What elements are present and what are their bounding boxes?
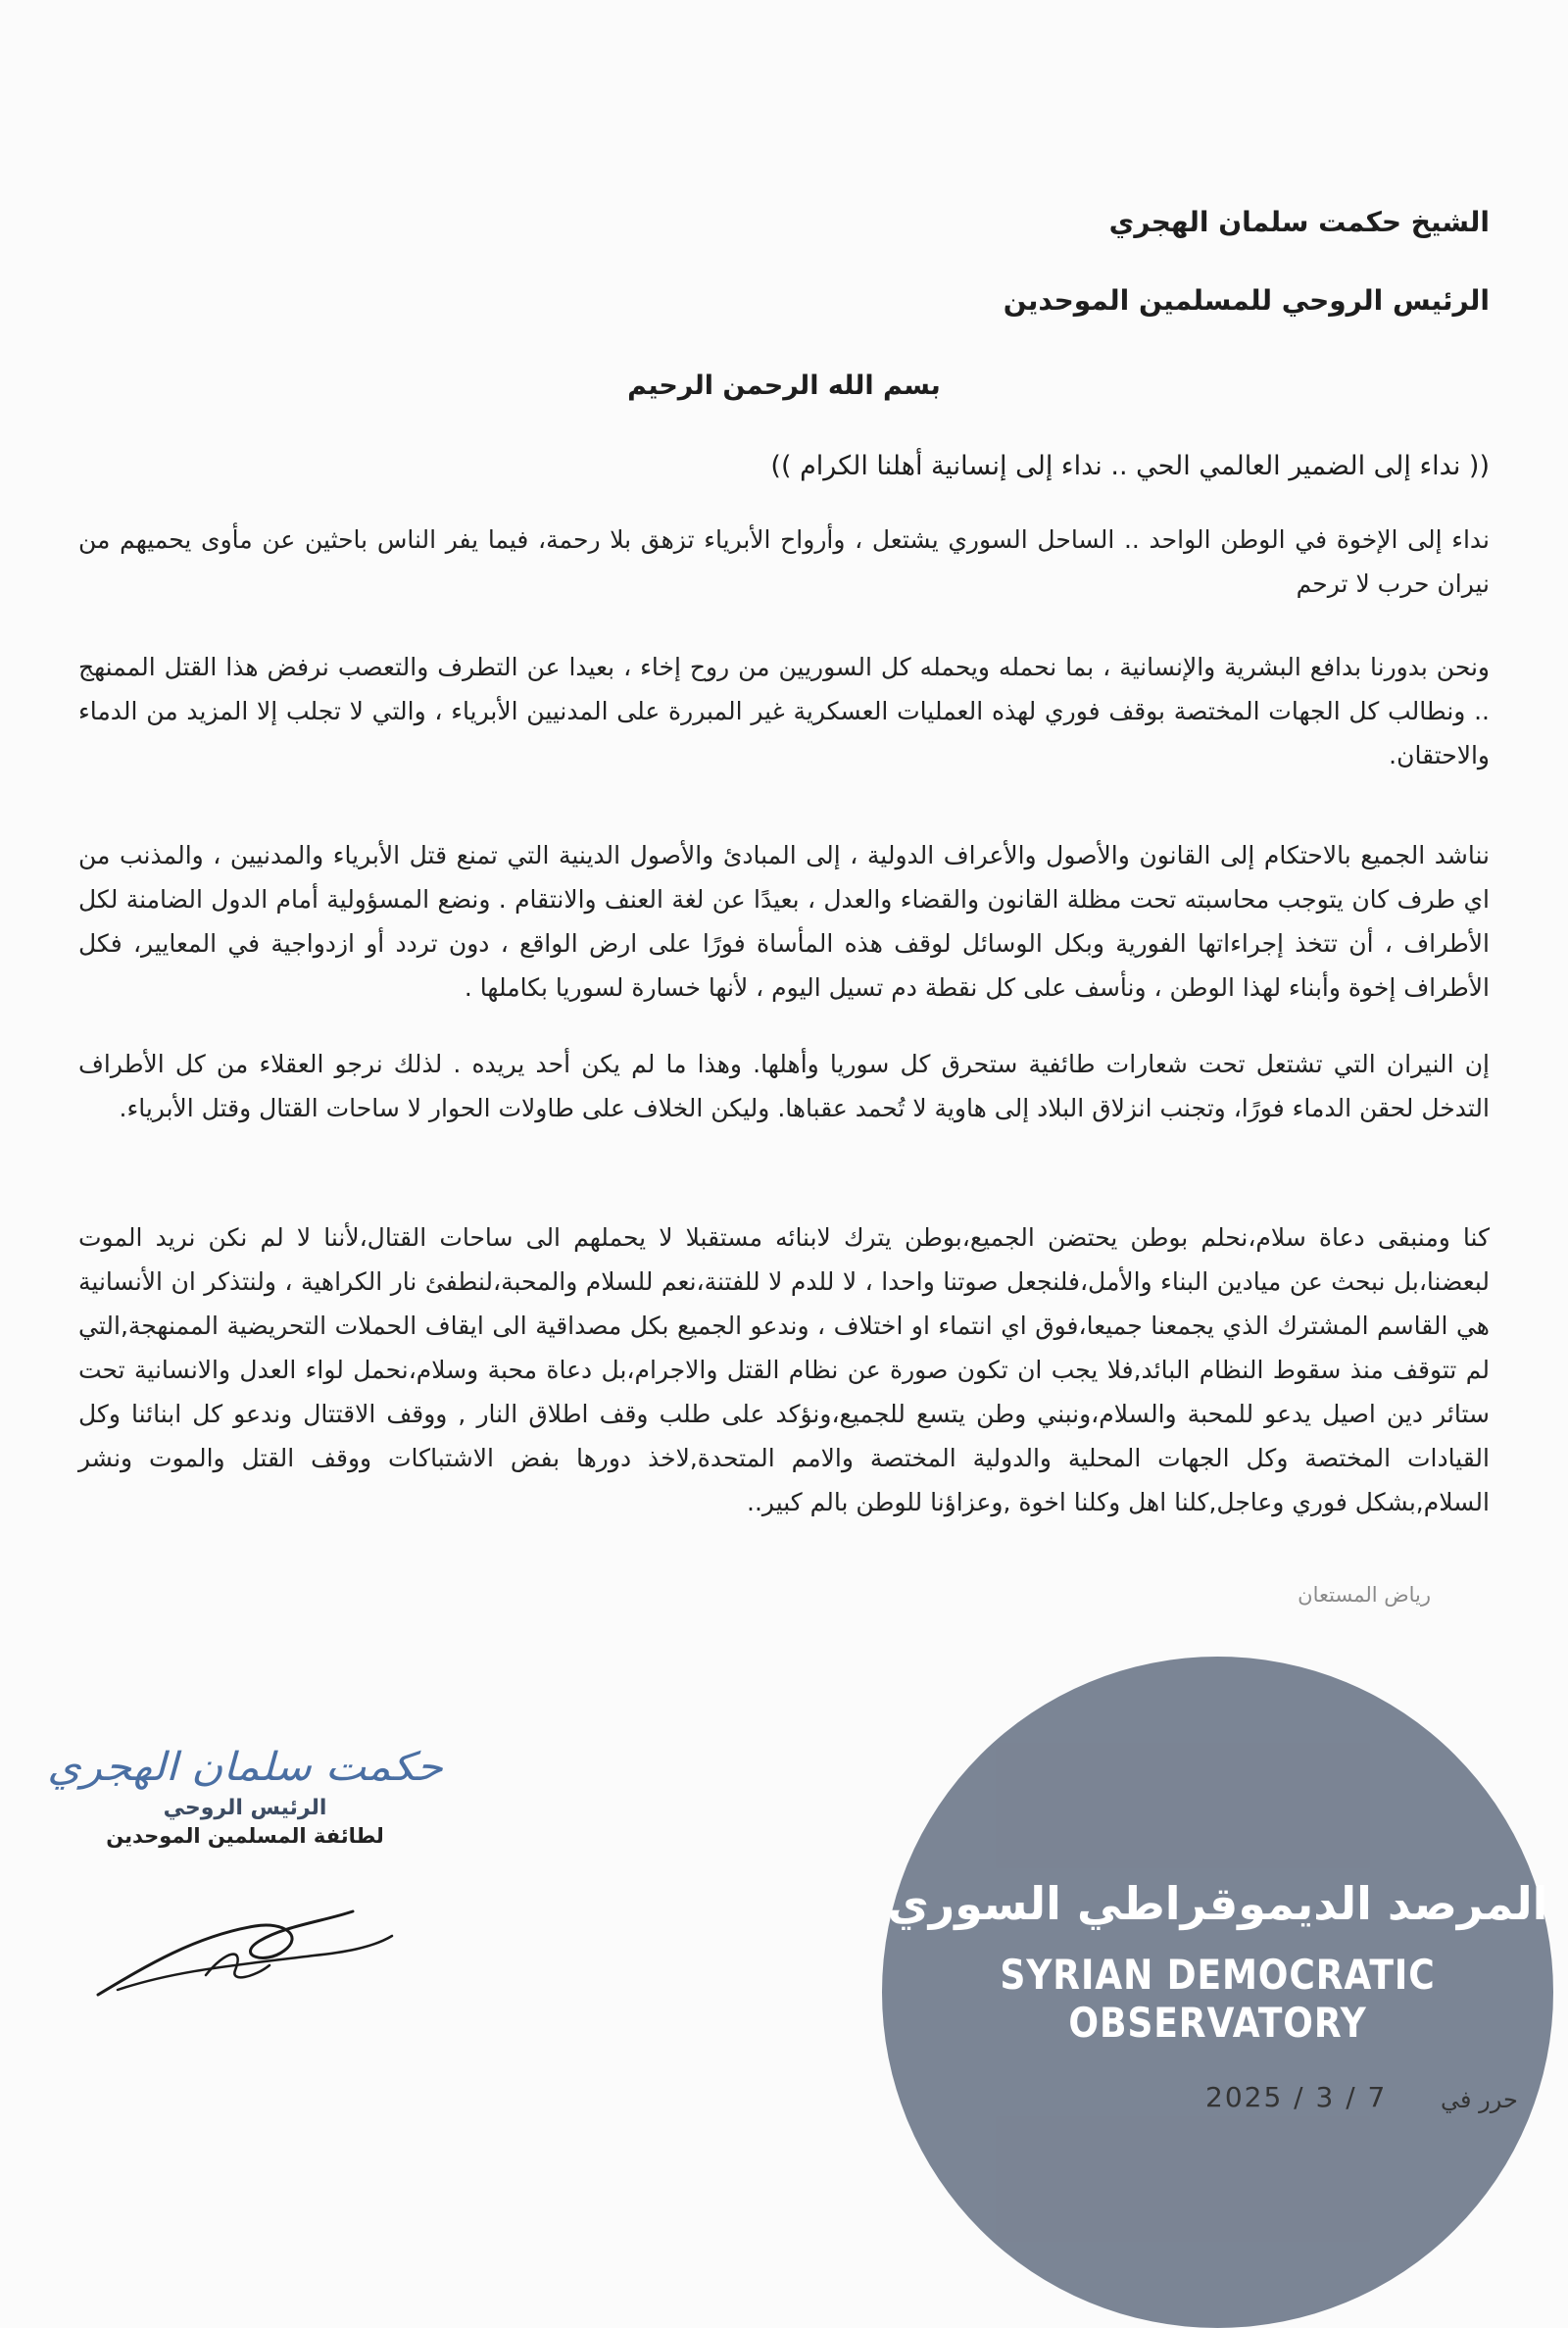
body-paragraph: نداء إلى الإخوة في الوطن الواحد .. الساحل السوري يشتعل ، وأرواح الأبرياء تزهق بلا رحمة، فيما يفر الناس باحثين عن مأوى يحميهم من نيران حرب لا ترحم <box>78 525 1490 598</box>
watermark-arabic: المرصد الديموقراطي السوري <box>887 1877 1548 1930</box>
signature-block <box>39 1745 451 1848</box>
handwritten-signature <box>88 1897 402 2014</box>
body-paragraph: ونحن بدورنا بدافع البشرية والإنسانية ، بما نحمله ويحمله كل السوريين من روح إخاء ، بعيدا عن التطرف والتعصب نرفض هذا القتل الممنهج .. ونطالب كل الجهات المختصة بوقف فوري لهذه العمليات العسكرية غير المبررة على المدنيين الأبرياء ، والتي لا تجلب إلا المزيد من الدماء والاحتقان. <box>78 653 1490 769</box>
signature-name-stamp: حكمت سلمان الهجري <box>47 1745 443 1790</box>
signature-role: الرئيس الروحي <box>163 1796 327 1820</box>
closing-phrase: رياض المستعان <box>1298 1583 1431 1607</box>
appeal-heading: (( نداء إلى الضمير العالمي الحي .. نداء إلى إنسانية أهلنا الكرام )) <box>770 451 1490 481</box>
body-paragraph: كنا ومنبقى دعاة سلام،نحلم بوطن يحتضن الجميع،بوطن يترك لابنائه مستقبلا لا يحملهم الى ساحات القتال،لأننا لا لم نكن نريد الموت لبعضنا،بل نبحث عن ميادين البناء والأمل،فلنجعل صوتنا واحدا ، لا للدم لا للفتنة،نعم للسلام والمحبة،لنطفئ نار الكراهية ، ولنتذكر ان الأنسانية هي القاسم المشترك الذي يجمعنا جميعا،فوق اي انتماء او اختلاف ، وندعو الجميع بكل مصداقية الى ايقاف الحملات التحريضية الممنهجة,التي لم تتوقف منذ سقوط النظام البائد,فلا يجب ان تكون صورة عن نظام القتل والاجرام،بل دعاة محبة وسلام،نحمل لواء العدل والانسانية تحت ستائر دين اصيل يدعو للمحبة والسلام،ونبني وطن يتسع للجميع،ونؤكد على طلب وقف اطلاق النار , ووقف الاقتتال وندعو كل ابنائنا وكل القيادات المختصة وكل الجهات المحلية والدولية المختصة والامم المتحدة,لاخذ دورها بفض الاشتباكات ووقف القتل والموت ونشر السلام,بشكل فوري وعاجل,كلنا اهل وكلنا اخوة ,وعزاؤنا للوطن بالم كبير.. <box>78 1223 1490 1516</box>
date-prefix: حرر في <box>1441 2086 1518 2113</box>
body-paragraph: نناشد الجميع بالاحتكام إلى القانون والأصول والأعراف الدولية ، إلى المبادئ والأصول الدينية التي تمنع قتل الأبرياء والمدنيين ، والمذنب من اي طرف كان يتوجب محاسبته تحت مظلة القانون والقضاء والعدل ، بعيدًا عن لغة العنف والانتقام . ونضع المسؤولية أمام الدول الضامنة لكل الأطراف ، أن تتخذ إجراءاتها الفورية وبكل الوسائل لوقف هذه المأساة فورًا على ارض الواقع ، دون تردد أو ازدواجية في المعايير، فكل الأطراف إخوة وأبناء لهذا الوطن ، ونأسف على كل نقطة دم تسيل اليوم ، لأنها خسارة لسوريا بكاملها . <box>78 841 1490 1002</box>
body-paragraph: إن النيران التي تشتعل تحت شعارات طائفية ستحرق كل سوريا وأهلها. وهذا ما لم يكن أحد يريده . لذلك نرجو العقلاء من كل الأطراف التدخل لحقن الدماء فورًا، وتجنب انزلاق البلاد إلى هاوية لا تُحمد عقباها. وليكن الخلاف على طاولات الحوار لا ساحات القتال وقتل الأبرياء. <box>78 1050 1490 1122</box>
date-value: 2025 / 3 / 7 <box>1205 2081 1388 2113</box>
signature-sect: لطائفة المسلمين الموحدين <box>106 1824 384 1848</box>
author-title: الرئيس الروحي للمسلمين الموحدين <box>1003 284 1490 317</box>
watermark-english: SYRIAN DEMOCRATIC OBSERVATORY <box>1000 1951 1436 2047</box>
observatory-watermark <box>882 1657 1553 2328</box>
author-name: الشيخ حكمت سلمان الهجري <box>1108 206 1490 238</box>
basmala: بسم الله الرحمن الرحيم <box>627 371 941 401</box>
